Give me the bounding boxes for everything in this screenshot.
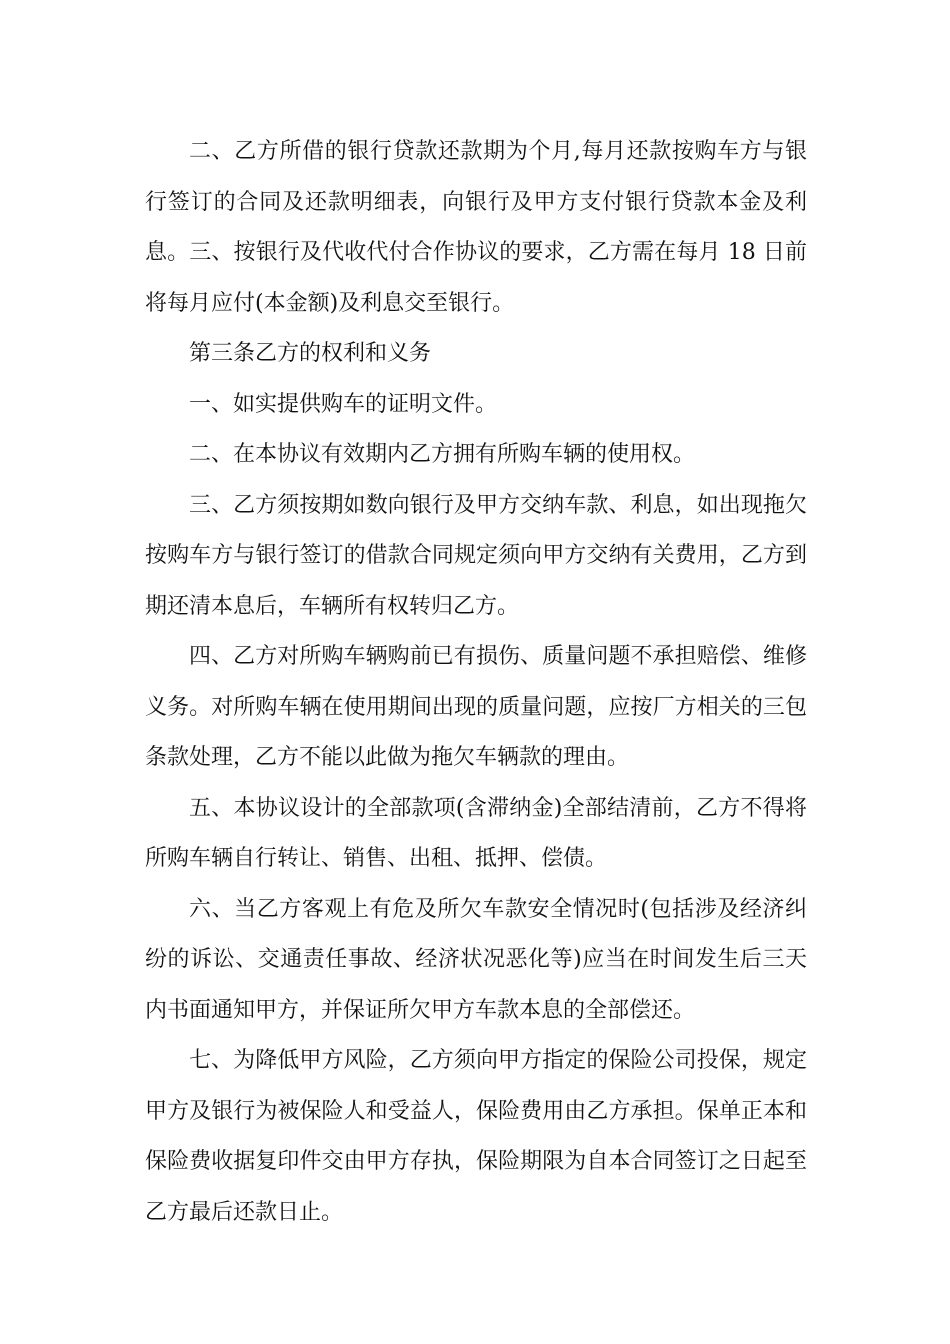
paragraph-clause-7: 七、为降低甲方风险，乙方须向甲方指定的保险公司投保，规定甲方及银行为被保险人和受益人，保险费用由乙方承担。保单正本和保险费收据复印件交由甲方存执，保险期限为自本合同签订之日起至乙方最后还款日止。 [145,1048,807,1225]
paragraph-clause-1: 一、如实提供购车的证明文件。 [189,391,498,417]
paragraph-clause-3: 三、乙方须按期如数向银行及甲方交纳车款、利息，如出现拖欠按购车方与银行签订的借款合同规定须向甲方交纳有关费用，乙方到期还清本息后，车辆所有权转归乙方。 [145,492,807,619]
document-body [145,127,807,1238]
paragraph-repayment-terms: 二、乙方所借的银行贷款还款期为个月,每月还款按购车方与银行签订的合同及还款明细表，向银行及甲方支付银行贷款本金及利息。三、按银行及代收代付合作协议的要求，乙方需在每月 18 日前将每月应付(本金额)及利息交至银行。 [145,139,807,316]
section-heading-article-3: 第三条乙方的权利和义务 [189,341,432,366]
paragraph-clause-6: 六、当乙方客观上有危及所欠车款安全情况时(包括涉及经济纠纷的诉讼、交通责任事故、经济状况恶化等)应当在时间发生后三天内书面通知甲方，并保证所欠甲方车款本息的全部偿还。 [145,896,807,1023]
paragraph-clause-4: 四、乙方对所购车辆购前已有损伤、质量问题不承担赔偿、维修义务。对所购车辆在使用期间出现的质量问题，应按厂方相关的三包条款处理，乙方不能以此做为拖欠车辆款的理由。 [145,644,807,770]
paragraph-clause-2: 二、在本协议有效期内乙方拥有所购车辆的使用权。 [189,442,696,467]
paragraph-clause-5: 五、本协议设计的全部款项(含滞纳金)全部结清前，乙方不得将所购车辆自行转让、销售、出租、抵押、偿债。 [145,795,807,871]
